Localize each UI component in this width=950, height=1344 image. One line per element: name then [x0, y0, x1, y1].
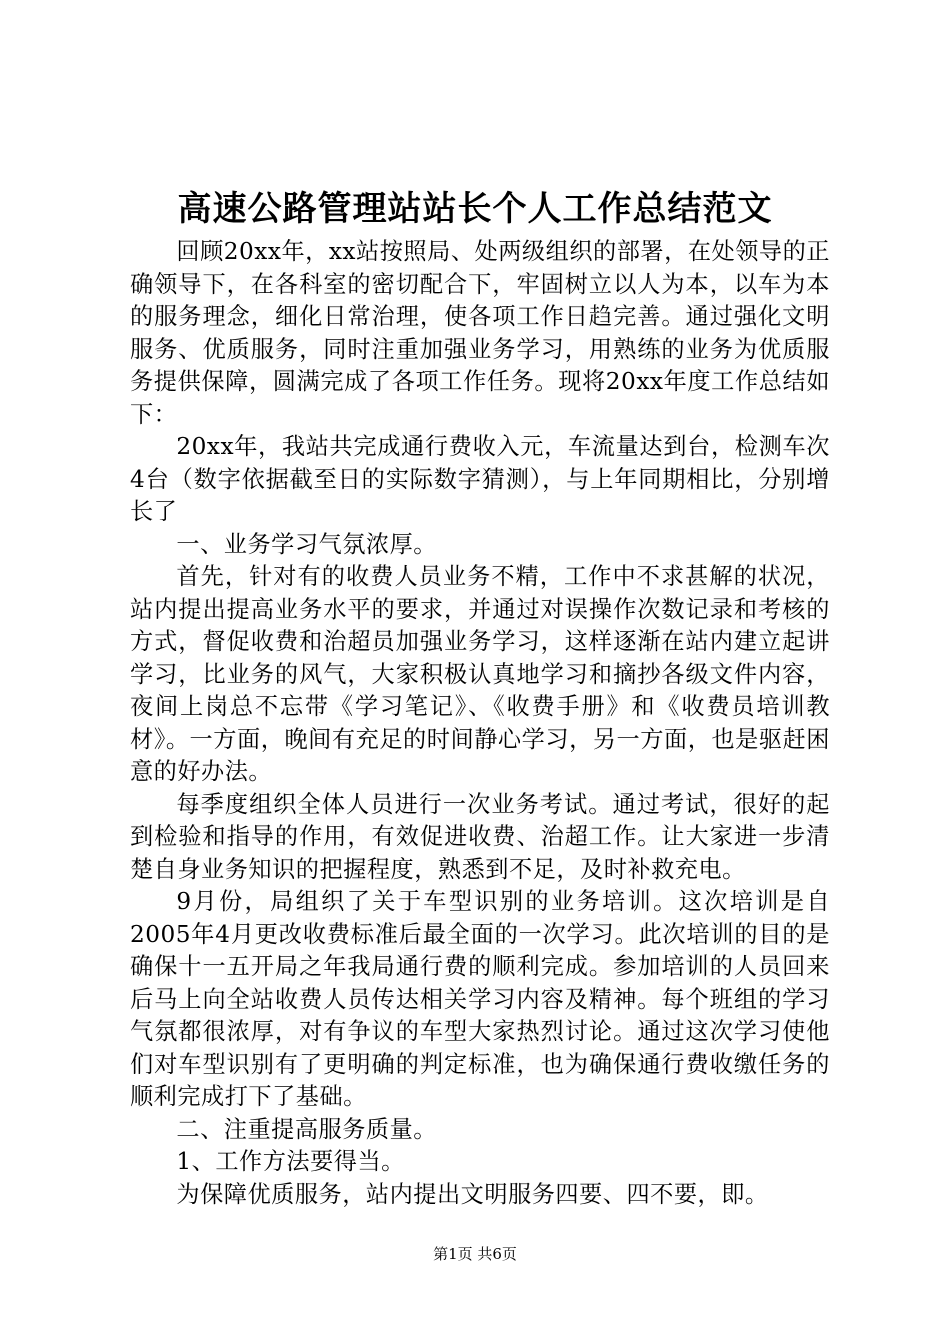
document-title: 高速公路管理站站长个人工作总结范文: [177, 189, 773, 229]
document-body: [130, 236, 830, 1211]
page-footer: 第1页 共6页: [433, 1245, 517, 1263]
paragraph: 9月份，局组织了关于车型识别的业务培训。这次培训是自2005年4月更改收费标准后最全面的一次学习。此次培训的目的是确保十一五开局之年我局通行费的顺利完成。参加培训的人员回来后马上向全站收费人员传达相关学习内容及精神。每个班组的学习气氛都很浓厚，对有争议的车型大家热烈讨论。通过这次学习使他们对车型识别有了更明确的判定标准，也为确保通行费收缴任务的顺利完成打下了基础。: [130, 888, 830, 1110]
subsection-heading: 1、工作方法要得当。: [176, 1148, 405, 1175]
paragraph: 首先，针对有的收费人员业务不精，工作中不求甚解的状况，站内提出提高业务水平的要求，并通过对误操作次数记录和考核的方式，督促收费和治超员加强业务学习，这样逐渐在站内建立起讲学习，比业务的风气，大家积极认真地学习和摘抄各级文件内容，夜间上岗总不忘带《学习笔记》、《收费手册》和《收费员培训教材》。一方面，晚间有充足的时间静心学习，另一方面，也是驱赶困意的好办法。: [130, 563, 830, 785]
paragraph: 20xx年，我站共完成通行费收入元，车流量达到台，检测车次4台（数字依据截至日的实际数字猜测），与上年同期相比，分别增长了: [130, 433, 830, 525]
paragraph: 回顾20xx年，xx站按照局、处两级组织的部署，在处领导的正确领导下，在各科室的密切配合下，牢固树立以人为本，以车为本的服务理念，细化日常治理，使各项工作日趋完善。通过强化文明服务、优质服务，同时注重加强业务学习，用熟练的业务为优质服务提供保障，圆满完成了各项工作任务。现将20xx年度工作总结如下：: [130, 238, 830, 428]
section-heading: 二、注重提高服务质量。: [176, 1115, 437, 1143]
paragraph: 为保障优质服务，站内提出文明服务四要、四不要，即。: [176, 1180, 769, 1208]
section-heading: 一、业务学习气氛浓厚。: [176, 530, 437, 558]
paragraph: 每季度组织全体人员进行一次业务考试。通过考试，很好的起到检验和指导的作用，有效促进收费、治超工作。让大家进一步清楚自身业务知识的把握程度，熟悉到不足，及时补救充电。: [130, 790, 830, 883]
